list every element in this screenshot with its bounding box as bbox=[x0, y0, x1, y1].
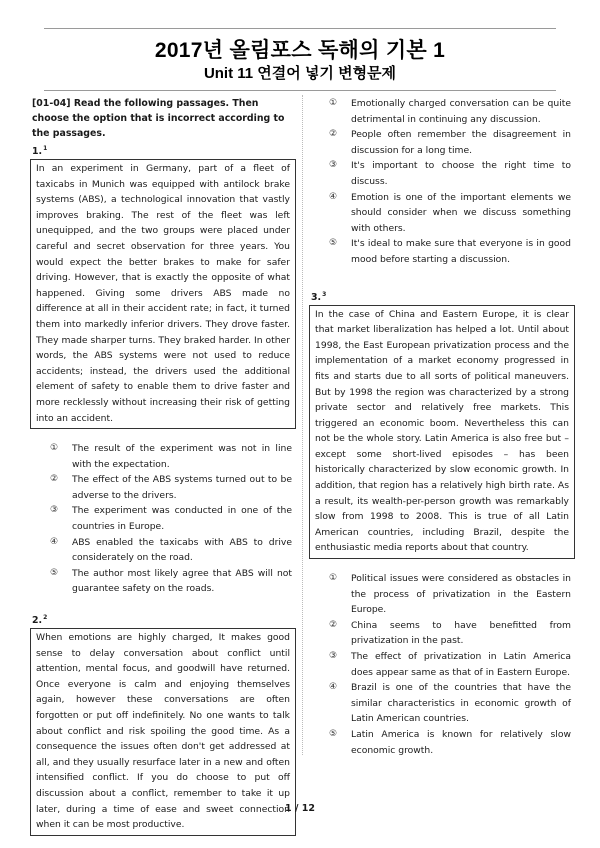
page-number: 1 / 12 bbox=[285, 803, 315, 814]
spacer bbox=[30, 597, 296, 611]
passage-box: In the case of China and Eastern Europe, it is clear that market liberalization has helped a lot. Until about 1998, the East European privatization process and the implementation of a market economy progressed in fits and starts due to all sorts of political maneuvers. But by 1998 the region was characterized by a strong private sector and relatively free markets. This triggered an economic boom. Nevertheless this can not be the whole story. Latin America is also free but – except some short-lived episodes – has been historically characterized by slow economic growth. In addition, that region has a relatively high birth rate. As a result, its wealth-per-person growth was remarkably slow from 1998 to 2008. This is true of all Latin American countries, including Brazil, despite the enthusiastic media reports about that country. bbox=[309, 305, 575, 560]
option-number-5: ⑤ bbox=[50, 567, 59, 578]
answer-option-1[interactable] bbox=[309, 571, 575, 618]
instructions: [01-04] Read the following passages. Then choose the option that is incorrect according to the passages. bbox=[32, 98, 285, 139]
document-title: 2017년 올림포스 독해의 기본 1 bbox=[154, 39, 446, 62]
answer-options bbox=[30, 441, 296, 597]
option-number-4: ④ bbox=[50, 536, 59, 547]
answer-options bbox=[309, 571, 575, 758]
answer-option-5[interactable] bbox=[309, 236, 575, 267]
question-number: 2.$^2$ bbox=[32, 614, 48, 627]
answer-option-5[interactable] bbox=[309, 727, 575, 758]
option-number-3: ③ bbox=[329, 160, 338, 171]
footnote-ref[interactable]: 2 bbox=[43, 614, 48, 622]
option-text: The experiment was conducted in one of the countries in Europe. bbox=[72, 505, 292, 533]
option-text: The effect of privatization in Latin America does appear same as that of in Eastern Europe. bbox=[351, 651, 571, 678]
option-text: It's important to choose the right time to discuss. bbox=[351, 160, 571, 187]
answer-option-4[interactable] bbox=[309, 680, 575, 727]
option-number-2: ② bbox=[329, 619, 338, 630]
answer-option-5[interactable] bbox=[30, 566, 296, 597]
answer-option-3[interactable] bbox=[30, 503, 296, 534]
header-top-rule bbox=[44, 28, 556, 29]
option-text: People often remember the disagreement in discussion for a long time. bbox=[351, 129, 571, 156]
option-text: Brazil is one of the countries that have the similar characteristics in economic growth of Latin American countries. bbox=[351, 682, 571, 725]
option-number-3: ③ bbox=[50, 505, 59, 516]
option-number-3: ③ bbox=[329, 651, 338, 661]
question-number: 1.$^1$ bbox=[32, 145, 48, 157]
answer-option-2[interactable] bbox=[309, 618, 575, 649]
spacer bbox=[309, 268, 575, 288]
column-divider bbox=[302, 95, 303, 755]
passage-box: When emotions are highly charged, It makes good sense to delay conversation about conflict until attention, mental focus, and goodwill have returned. Once everyone is calm and enjoying themselves again, however these conversations are often forgotten or put off indefinitely. No one wants to talk about conflict and risk spoiling the good time. As a consequence the issues often don't get addressed at all, and they usually resurface later in a new and often intensified conflict. If you do choose to put off discussion about a conflict, remember to take it up later, during a time of ease and sweet connection when it can be most productive. bbox=[30, 628, 296, 836]
option-text: Latin America is known for relatively slow economic growth. bbox=[351, 728, 571, 756]
footnote-ref[interactable]: 3 bbox=[322, 290, 327, 298]
answer-option-4[interactable] bbox=[30, 535, 296, 566]
option-text: The effect of the ABS systems turned out to be adverse to the drivers. bbox=[72, 474, 292, 501]
option-number-1: ① bbox=[50, 443, 59, 454]
option-number-1: ① bbox=[329, 573, 338, 584]
answer-option-2[interactable] bbox=[30, 472, 296, 503]
option-text: China seems to have benefitted from privatization in the past. bbox=[351, 619, 571, 647]
option-number-1: ① bbox=[329, 98, 338, 108]
answer-option-3[interactable] bbox=[309, 649, 575, 680]
document-subtitle: Unit 11 연결어 넣기 변형문제 bbox=[203, 65, 397, 82]
answer-options-question-2 bbox=[309, 96, 575, 268]
answer-option-4[interactable] bbox=[309, 190, 575, 237]
header-bottom-rule bbox=[44, 90, 556, 91]
answer-option-2[interactable] bbox=[309, 127, 575, 158]
answer-option-1[interactable] bbox=[30, 441, 296, 472]
option-text: Political issues were considered as obstacles in the process of privatization in the Eastern Europe. bbox=[351, 573, 571, 616]
option-number-2: ② bbox=[50, 474, 59, 485]
option-text: The result of the experiment was not in line with the expectation. bbox=[72, 443, 292, 470]
option-number-5: ⑤ bbox=[329, 238, 338, 249]
option-text: ABS enabled the taxicabs with ABS to drive considerately on the road. bbox=[72, 536, 292, 564]
question-number: 3.$^3$ bbox=[311, 290, 327, 303]
option-number-5: ⑤ bbox=[329, 728, 338, 739]
answer-option-1[interactable] bbox=[309, 96, 575, 127]
option-text: Emotion is one of the important elements we should consider when we discuss something with others. bbox=[351, 191, 571, 234]
answer-option-3[interactable] bbox=[309, 158, 575, 189]
right-column bbox=[309, 96, 575, 758]
option-number-4: ④ bbox=[329, 682, 338, 693]
question-1 bbox=[30, 142, 296, 597]
option-number-2: ② bbox=[329, 129, 338, 140]
left-column bbox=[30, 96, 296, 836]
option-number-4: ④ bbox=[329, 191, 338, 202]
option-text: Emotionally charged conversation can be quite detrimental in continuing any discussion. bbox=[351, 98, 571, 125]
footnote-ref[interactable]: 1 bbox=[43, 145, 48, 152]
passage-box: In an experiment in Germany, part of a fleet of taxicabs in Munich was equipped with antilock brake systems (ABS), a technological innovation that vastly improves braking. The rest of the fleet was left unequipped, and the two groups were placed under careful and secret observation for three years. You would expect the better brakes to make for safer driving. However, that is exactly the opposite of what happened. Giving some drivers ABS made no difference at all in their accident rate; in fact, it turned them into markedly inferior drivers. They drove faster. They made sharper turns. They braked harder. In other words, the ABS systems were not used to reduce accidents; instead, the drivers used the additional element of safety to enable them to drive faster and more recklessly without increasing their risk of getting into an accident. bbox=[30, 159, 296, 429]
option-text: The author most likely agree that ABS will not guarantee safety on the roads. bbox=[72, 567, 292, 595]
option-text: It's ideal to make sure that everyone is in good mood before starting a discussion. bbox=[351, 238, 571, 265]
question-3 bbox=[309, 288, 575, 759]
